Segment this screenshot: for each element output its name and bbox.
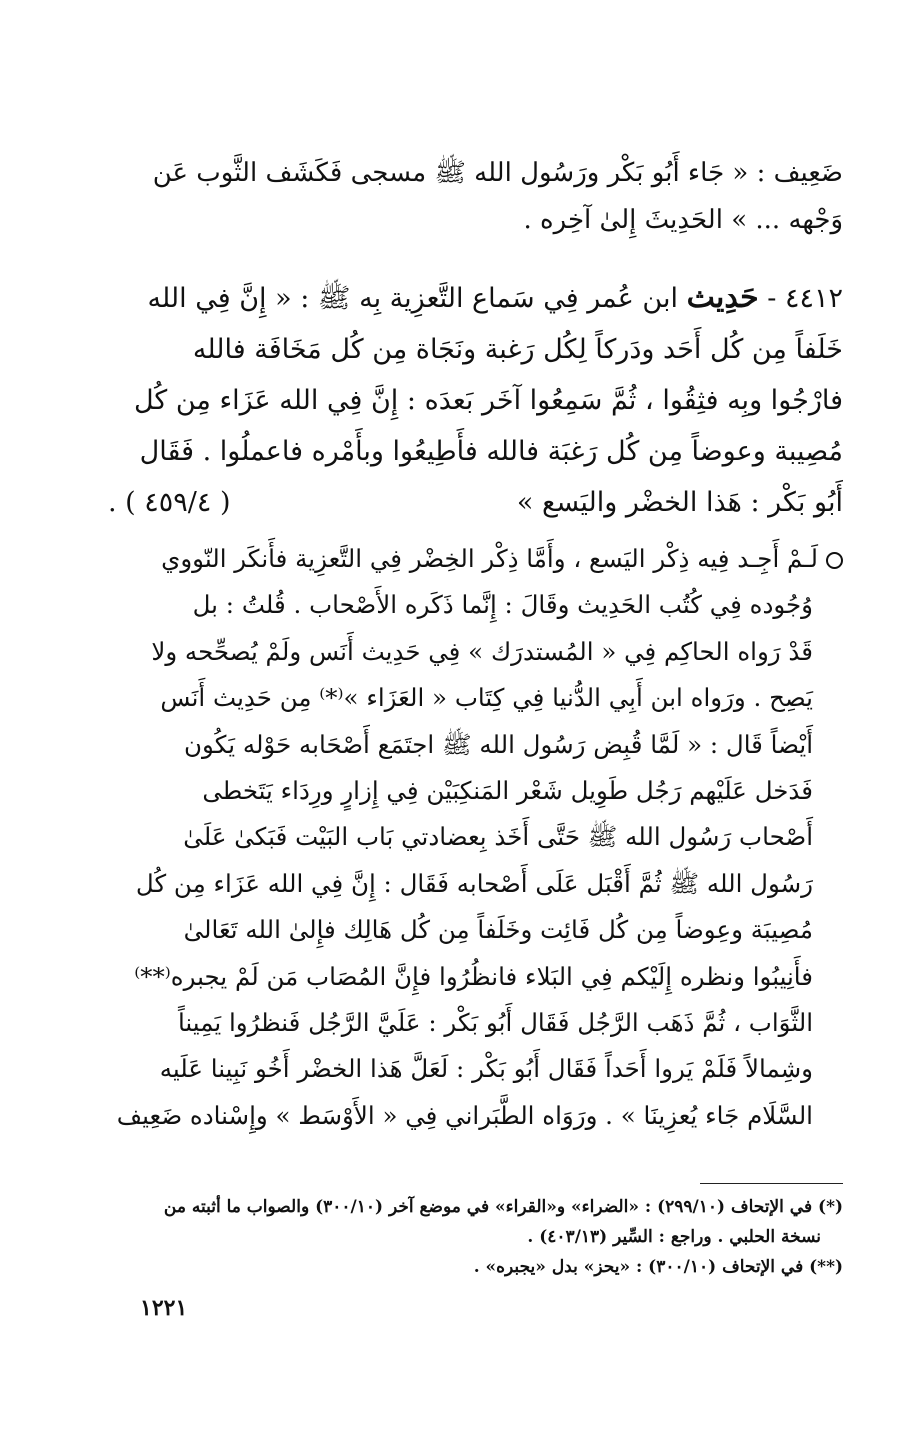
text-line: أَيْضاً قَال : « لَمَّا قُبِض رَسُول الله ﷺ اجتَمَع أَصْحَابه حَوْله يَكُون <box>184 729 813 759</box>
hadith-text: ابن عُمر فِي سَماع التَّعزِية بِه ﷺ : « إِنَّ فِي الله <box>147 283 678 314</box>
text-line: ضَعِيف : « جَاء أَبُو بَكْر ورَسُول الله ﷺ مسجى فَكَشَف الثَّوب عَن <box>152 158 843 188</box>
text-line: وشِمالاً فَلَمْ يَروا أَحَداً فَقَال أَبُو بَكْر : لَعَلَّ هَذا الخضْر أَخُو نَبِينا عَلَيه <box>159 1054 813 1084</box>
hadith-entry <box>108 272 843 528</box>
text-line: أَصْحاب رَسُول الله ﷺ حَتَّى أَخَذ بِعضادتي بَاب البَيْت فَبَكىٰ عَلَىٰ <box>183 822 813 852</box>
page-number: ١٢٢١ <box>140 1295 188 1321</box>
text-line: وُجُوده فِي كُتُب الحَدِيث وقَالَ : إِنَّما ذَكَره الأَصْحاب . قُلتُ : بل <box>192 590 813 620</box>
text-line: فارْجُوا وبِه فثِقُوا ، ثُمَّ سَمِعُوا آخَر بَعدَه : إِنَّ فِي الله عَزَاء مِن كُل <box>133 385 843 416</box>
hadith-heading-line <box>108 272 843 324</box>
footnotes <box>108 1192 843 1282</box>
text-line: خَلَفاً مِن كُل أَحَد ودَركاً لِكُل رَغبة ونَجَاة مِن كُل مَخَافَة فالله <box>192 334 843 365</box>
hadith-number: ٤٤١٢ <box>784 283 843 314</box>
footnote-divider <box>700 1183 843 1184</box>
commentary-first-line <box>108 536 843 582</box>
text-line: وَجْهه ... » الحَدِيثَ إِلىٰ آخِره . <box>523 205 843 235</box>
intro-paragraph <box>108 150 843 244</box>
text-line: رَسُول الله ﷺ ثُمَّ أَقْبَل عَلَى أَصْحابه فَقَال : إِنَّ فِي الله عَزَاء مِن كُل <box>135 868 813 898</box>
text-line: مُصِيبة وعوضاً مِن كُل رَغبَة فالله فأَطِيعُوا وبأَمْره فاعملُوا . فَقَال <box>139 436 843 467</box>
text-line: السَّلَام جَاء يُعزِينَا » . ورَوَاه الطَّبَراني فِي « الأَوْسَط » وإِسْناده ضَعِيف <box>116 1100 813 1130</box>
commentary-paragraph <box>108 536 843 1139</box>
text-line: قَدْ رَواه الحاكِم فِي « المُستدرَك » فِي حَدِيث أَنَس ولَمْ يُصحِّحه ولا <box>151 636 813 666</box>
hadith-reference: ( ٤٥٩/٤ ) . <box>108 487 231 518</box>
footnote-line: نسخة الحلبي . وراجع : السِّير (٤٠٣/١٣) . <box>527 1227 821 1247</box>
footnote-line: (**) في الإتحاف (٣٠٠/١٠) : «يحز» بدل «يجبره» . <box>473 1257 843 1277</box>
hadith-keyword: حَدِيث <box>686 280 759 315</box>
hadith-closing-text: أَبُو بَكْر : هَذا الخضْر واليَسع » <box>516 487 843 518</box>
text-line: الثَّوَاب ، ثُمَّ ذَهَب الرَّجُل فَقَال أَبُو بَكْر : عَلَيَّ الرَّجُل فَنظرُوا يَمِيناً <box>177 1008 813 1038</box>
text-line: فَدَخل عَلَيْهم رَجُل طَوِيل شَعْر المَنكِبَيْن فِي إِزارٍ ورِدَاء يَتَخطى <box>202 776 813 806</box>
text-line: فأَنِيبُوا ونظره إِلَيْكم فِي البَلاء فانظُرُوا فإِنَّ المُصَاب مَن لَمْ يجبره⁽**⁾ <box>134 961 813 991</box>
text-line: يَصِح . ورَواه ابن أَبِي الدُّنيا فِي كِتَاب « العَزَاء »⁽*⁾ مِن حَدِيث أَنَس <box>160 683 813 713</box>
text-line: مُصِيبَة وعِوضاً مِن كُل فَائِت وخَلَفاً مِن كُل هَالِك فإِلىٰ الله تَعَالىٰ <box>183 915 813 945</box>
footnote-line: (*) في الإتحاف (٢٩٩/١٠) : «الضراء» و«القراء» في موضع آخر (٣٠٠/١٠) والصواب ما أثبته من <box>163 1197 843 1217</box>
number-dash: - <box>758 283 777 314</box>
text-line: لَـمْ أَجِـد فِيه ذِكْر اليَسع ، وأَمَّا ذِكْر الخِضْر فِي التَّعزِية فأَنكَر النّووي <box>161 544 818 573</box>
hadith-last-line <box>108 477 843 528</box>
circle-marker-icon <box>826 552 843 569</box>
